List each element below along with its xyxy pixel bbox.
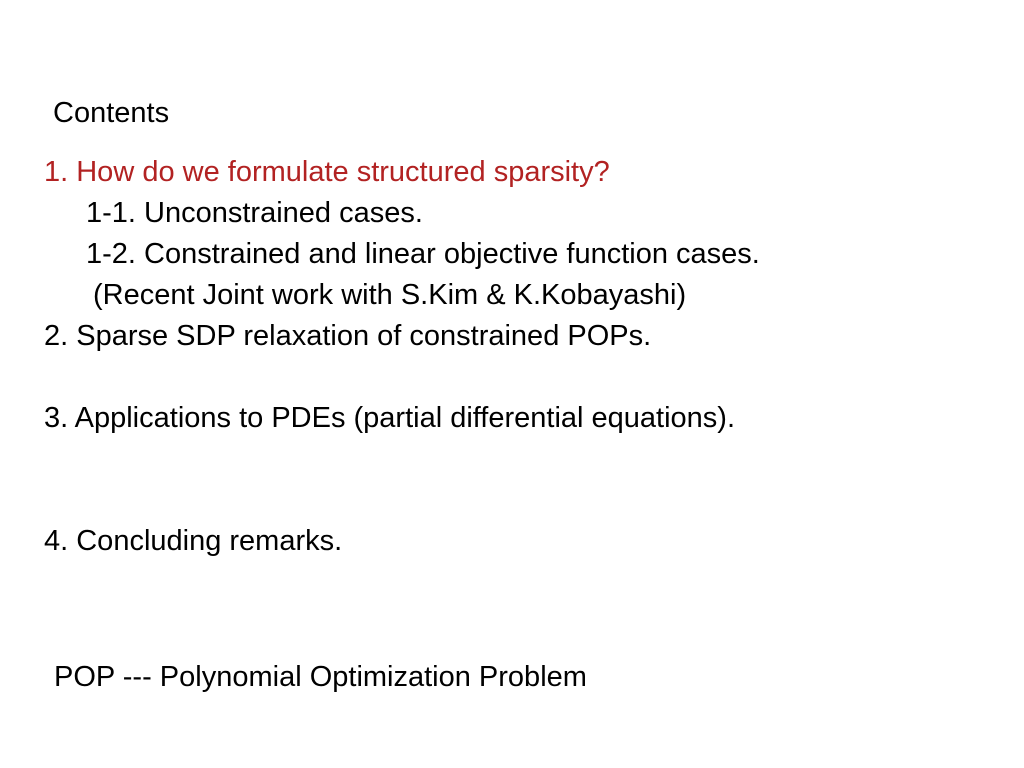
contents-subitem-1-1: 1-1. Unconstrained cases. bbox=[86, 197, 423, 229]
contents-item-2: 2. Sparse SDP relaxation of constrained POPs. bbox=[44, 320, 652, 352]
slide-heading: Contents bbox=[53, 97, 170, 129]
contents-item-4: 4. Concluding remarks. bbox=[44, 525, 343, 557]
contents-item-3: 3. Applications to PDEs (partial differential equations). bbox=[44, 402, 736, 434]
contents-note-joint-work: (Recent Joint work with S.Kim & K.Kobayashi) bbox=[93, 279, 687, 311]
contents-subitem-1-2: 1-2. Constrained and linear objective function cases. bbox=[86, 238, 760, 270]
contents-item-1: 1. How do we formulate structured sparsity? bbox=[44, 156, 610, 188]
footnote-pop-definition: POP --- Polynomial Optimization Problem bbox=[54, 661, 587, 693]
